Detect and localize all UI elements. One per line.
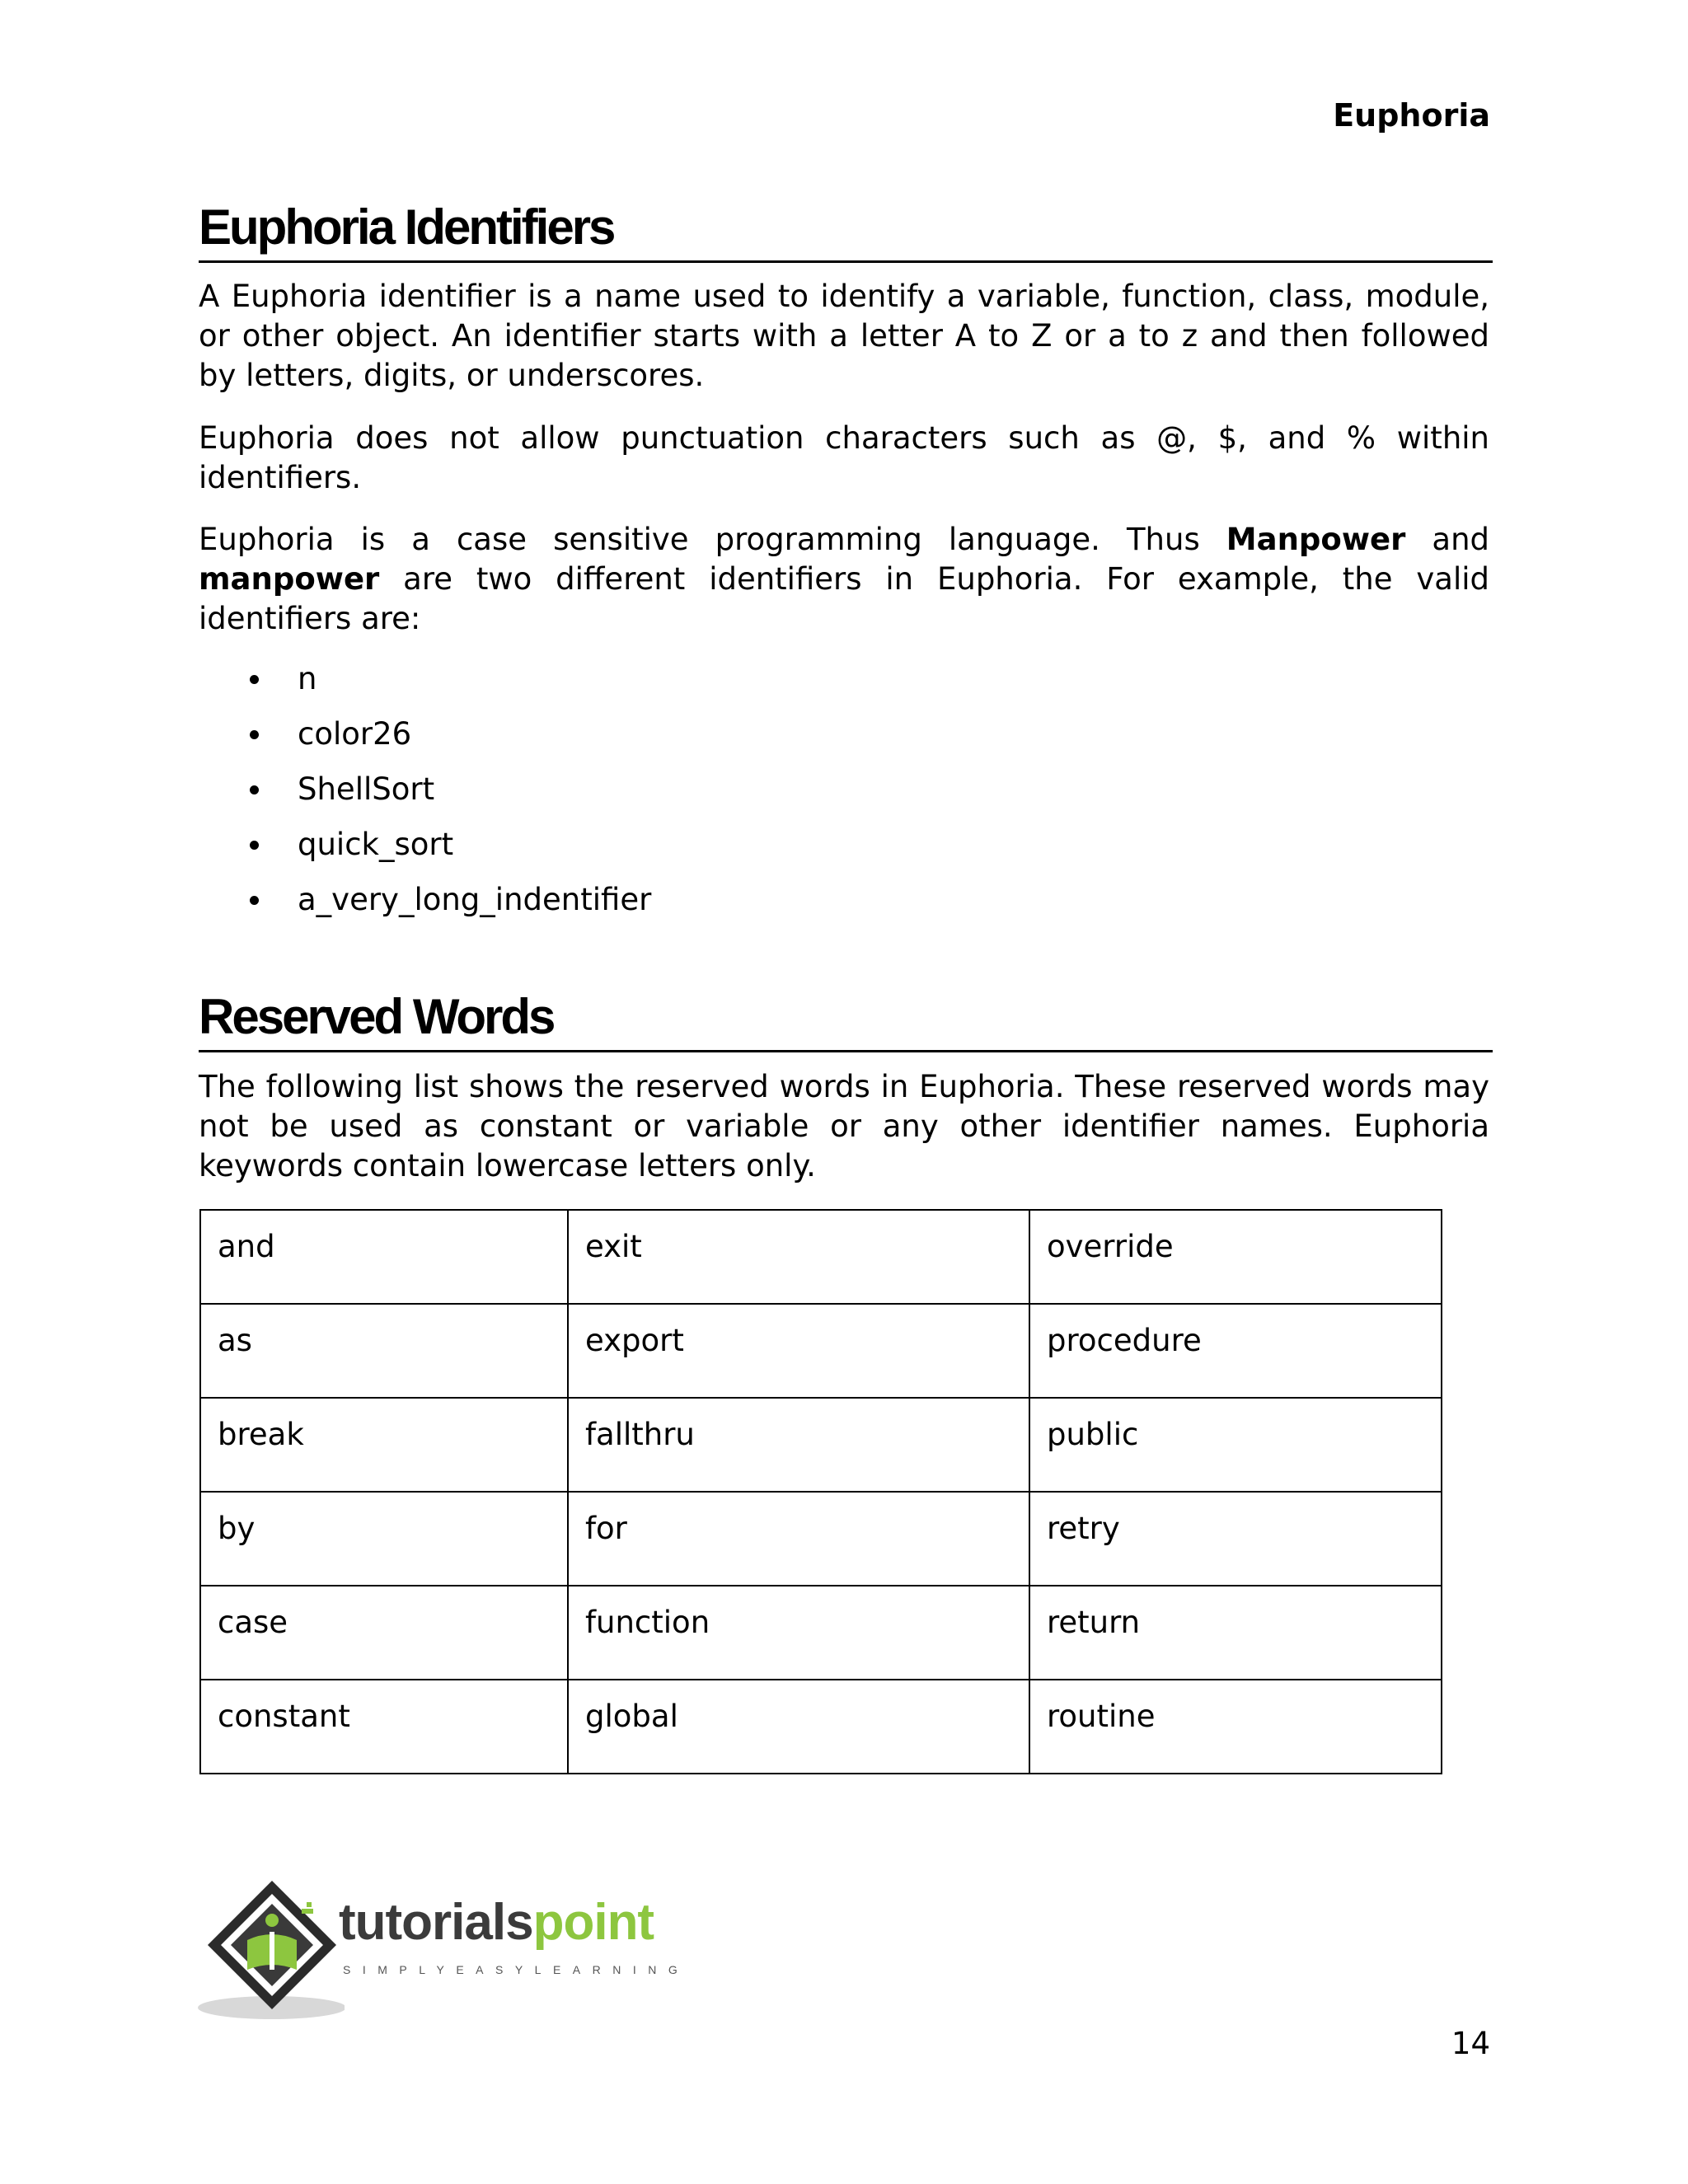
table-row [200, 1398, 1442, 1492]
table-cell: public [1029, 1398, 1442, 1492]
logo-wordmark [339, 1894, 654, 1951]
bullet-icon [250, 841, 259, 850]
table-cell: and [200, 1210, 568, 1304]
list-item-text: color26 [298, 716, 412, 752]
table-cell: case [200, 1586, 568, 1680]
table-cell: retry [1029, 1492, 1442, 1586]
identifiers-paragraph-2: Euphoria does not allow punctuation characters such as @, $, and % within identifiers. [199, 420, 1489, 495]
table-cell: break [200, 1398, 568, 1492]
table-row [200, 1586, 1442, 1680]
table-cell: export [568, 1304, 1029, 1398]
para3-bold-manpower-lower: manpower [199, 561, 380, 597]
table-cell: constant [200, 1680, 568, 1774]
table-cell: global [568, 1680, 1029, 1774]
table-cell: by [200, 1492, 568, 1586]
table-row [200, 1680, 1442, 1774]
list-item [199, 659, 651, 715]
logo-tagline: SIMPLYEASYLEARNING [343, 1963, 690, 1976]
reserved-words-intro: The following list shows the reserved words in Euphoria. These reserved words may not be used as constant or variable or any other identifier names. Euphoria keywords contain lowercase letters only. [199, 1069, 1489, 1183]
identifiers-paragraph-3 [199, 520, 1489, 639]
bullet-icon [250, 785, 259, 794]
running-header: Euphoria [1333, 97, 1490, 134]
table-cell: routine [1029, 1680, 1442, 1774]
bullet-icon [250, 896, 259, 905]
list-item [199, 770, 651, 825]
tutorialspoint-logo [196, 1871, 691, 2027]
para3-bold-manpower-upper: Manpower [1226, 522, 1406, 557]
list-item-text: ShellSort [298, 771, 435, 807]
bullet-icon [250, 675, 259, 684]
para3-text-c: are two different identifiers in Euphoria. For example, the valid identifiers are: [199, 561, 1489, 636]
table-row [200, 1492, 1442, 1586]
table-cell: for [568, 1492, 1029, 1586]
logo-word-tutorials: tutorials [339, 1894, 533, 1951]
table-cell: procedure [1029, 1304, 1442, 1398]
logo-diamond-icon [196, 1871, 345, 2027]
table-row [200, 1210, 1442, 1304]
list-item-text: a_very_long_indentifier [298, 882, 652, 917]
table-cell: return [1029, 1586, 1442, 1680]
para3-text-a: Euphoria is a case sensitive programming language. Thus [199, 522, 1226, 557]
table-cell: function [568, 1586, 1029, 1680]
table-cell: exit [568, 1210, 1029, 1304]
list-item-text: n [298, 661, 317, 696]
valid-identifiers-list [199, 659, 651, 935]
list-item [199, 715, 651, 770]
table-row [200, 1304, 1442, 1398]
table-cell: as [200, 1304, 568, 1398]
page-number: 14 [1451, 2026, 1490, 2061]
list-item-text: quick_sort [298, 827, 454, 862]
table-cell: override [1029, 1210, 1442, 1304]
list-item [199, 825, 651, 880]
list-item [199, 880, 651, 935]
table-cell: fallthru [568, 1398, 1029, 1492]
para3-text-b: and [1405, 522, 1490, 557]
section-heading-identifiers: Euphoria Identifiers [199, 203, 1493, 263]
bullet-icon [250, 730, 259, 739]
reserved-words-table [199, 1209, 1442, 1774]
identifiers-paragraph-1: A Euphoria identifier is a name used to identify a variable, function, class, module, or other object. An identifier starts with a letter A to Z or a to z and then followed by letters, digits, or underscores. [199, 279, 1489, 393]
logo-word-point: point [532, 1894, 654, 1951]
section-heading-reserved-words: Reserved Words [199, 992, 1493, 1052]
